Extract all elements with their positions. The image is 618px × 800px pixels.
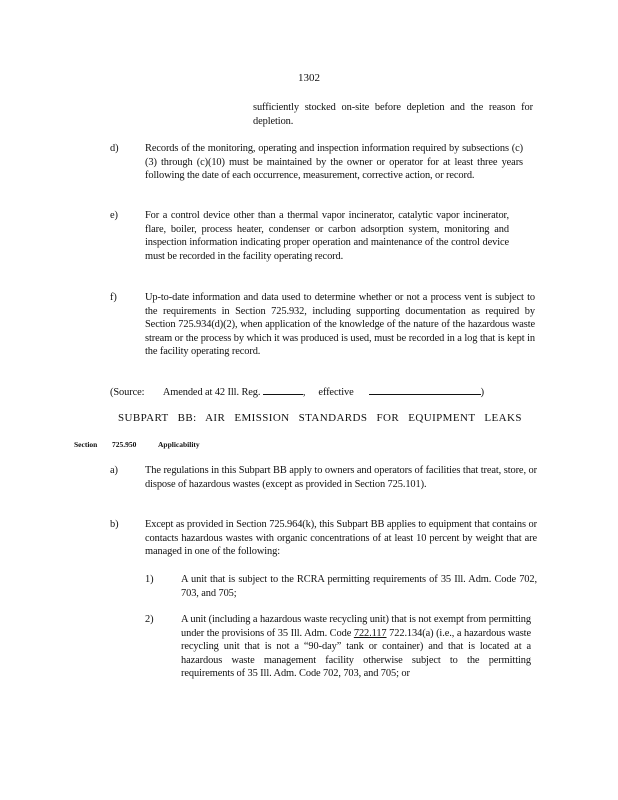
item-b-text: Except as provided in Section 725.964(k), this Subpart BB applies to equipment that contains or contacts hazardous wastes with organic concentrations of at least 10 percent by weight that are managed in one of the following:	[145, 519, 537, 558]
source-note	[110, 385, 530, 400]
section-label: Section	[74, 440, 98, 449]
intro-paragraph: sufficiently stocked on-site before depletion and the reason for depletion.	[253, 102, 533, 127]
sub-item-2-post: 722.134(a) (i.e., a hazardous waste recycling unit that is not a “90-day” tank or container) and that is located at a hazardous waste management facility otherwise subject to the permitting requirements of 35 Ill. Adm. Code 702, 703, and 705; or	[181, 627, 531, 680]
source-prefix: (Source:	[110, 387, 145, 398]
source-close: )	[480, 387, 485, 398]
source-comma: ,	[302, 387, 306, 398]
item-a-text: The regulations in this Subpart BB apply to owners and operators of facilities that treat, store, or dispose of hazardous wastes (except as provided in Section 725.101).	[145, 465, 537, 490]
page-number: 1302	[298, 72, 320, 84]
section-number: 725.950	[112, 440, 137, 449]
section-title: Applicability	[158, 440, 200, 449]
item-e-text: For a control device other than a thermal vapor incinerator, catalytic vapor incinerator, flare, boiler, process heater, condenser or carbon adsorption system, monitoring and inspection information indicating proper operation and maintenance of the control device must be recorded in the facility operating record.	[145, 210, 509, 262]
item-d-label: d)	[110, 143, 119, 154]
register-blank	[263, 385, 303, 395]
item-e-label: e)	[110, 210, 118, 221]
sub-item-2-pre: A unit (including a hazardous waste recycling unit) that is not exempt from permitting under the provisions of 35 Ill. Adm. Code	[181, 614, 531, 639]
item-f-text: Up-to-date information and data used to determine whether or not a process vent is subject to the requirements in Section 725.932, including supporting documentation as required by Section 725.934(d)(2), when application of the knowledge of the nature of the hazardous waste stream or the process by which it was produced is used, must be recorded in a log that is kept in the facility operating record.	[145, 292, 535, 358]
item-d-text: Records of the monitoring, operating and inspection information required by subsections (c)(3) through (c)(10) must be maintained by the owner or operator for at least three years following the date of each occurrence, measurement, corrective action, or record.	[145, 143, 523, 182]
sub-item-2-label: 2)	[145, 614, 154, 625]
inserted-citation: 722.117	[353, 627, 387, 639]
source-amended: Amended at 42 Ill. Reg.	[162, 387, 261, 398]
sub-item-2-text	[181, 613, 531, 681]
source-effective: effective	[318, 387, 354, 398]
subpart-heading: SUBPART BB: AIR EMISSION STANDARDS FOR EQUIPMENT LEAKS	[118, 412, 522, 424]
item-f-label: f)	[110, 292, 117, 303]
sub-item-1-text: A unit that is subject to the RCRA permitting requirements of 35 Ill. Adm. Code 702, 703, and 705;	[181, 574, 537, 599]
item-b-label: b)	[110, 519, 119, 530]
sub-item-1-label: 1)	[145, 574, 154, 585]
effective-date-blank	[369, 385, 481, 395]
item-a-label: a)	[110, 465, 118, 476]
